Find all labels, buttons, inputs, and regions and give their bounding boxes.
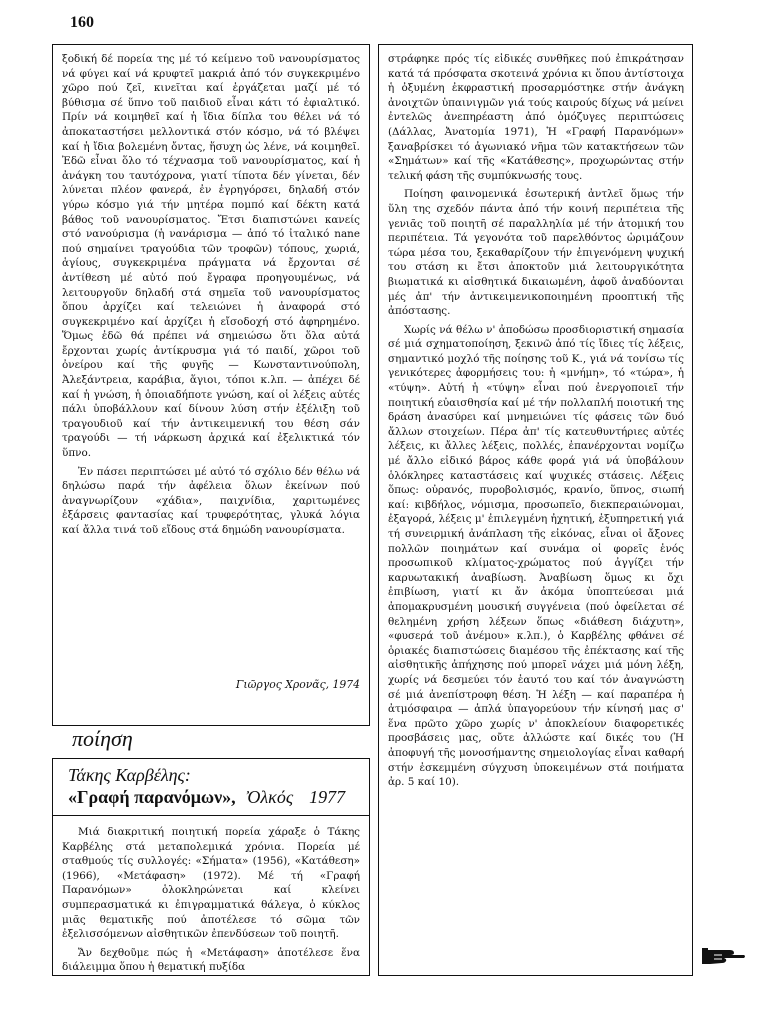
review-text <box>62 825 360 975</box>
right-paragraph-2: Ποίηση φαινομενικά ἐσωτερική ἀντλεῖ ὅμως τήν ὕλη της σχεδόν πάντα ἀπό τήν κοινή περιπέτεια τῆς γενιᾶς τοῦ ποιητῆ σέ παραλληλία μέ τήν ἀτομική του περιπέτεια. Τά γεγονότα τοῦ παρελθόντος ὡριμάζουν τώρα μέσα του, ξεκαθαρίζουν τήν ἐπιγενόμενη ψυχική του στάση κι ἔτσι ἀποκτοῦν μιά λειτουργικότητα βιωματικά κι αἰσθητικά δικαιωμένη, ἀφοῦ ἀναδύονται μές ἀπ' τήν ἀντικειμενικοποιημένη προοπτική τῆς ἀπόστασης. <box>388 188 684 318</box>
page-number: 160 <box>70 14 94 31</box>
review-year: 1977 <box>309 787 346 807</box>
review-title-line <box>68 786 358 808</box>
right-paragraph-1: στράφηκε πρός τίς εἰδικές συνθῆκες πού ἐπικράτησαν κατά τά πρόσφατα σκοτεινά χρόνια κι ὅπου ἀντίστοιχα ἡ ὀξυμένη ἐκφραστική προσαρμόστηκε στήν ἀνάγκη ἀνοιχτῶν ὑπαινιγμῶν γιά τούς καιρούς δίχως νά μείνει ἐντελῶς ἀνεπηρέαστη ἀπό ὁμόζυγες περιπτώσεις (Δάλλας, Ἀνατομία 1971), Ἡ «Γραφή Παρανόμων» ξαναβρίσκει τό ἀγωνιακό νῆμα τῶν κατακτήσεων τῶν «Σημάτων» καί τῆς «Κατάθεσης», προχωρώντας στήν τελική φάση τῆς συμπύκνωσής τους. <box>388 53 684 182</box>
essay-paragraph-1: ξοδική δέ πορεία της μέ τό κείμενο τοῦ νανουρίσματος νά φύγει καί νά κρυφτεῖ μακριά ἀπό τόν συγκεκριμένο χῶρο πού ζεῖ, κινεῖται καί ἐργάζεται μαζί μέ τό βύθισμα σέ ὕπνο τοῦ παιδιοῦ εἶναι κάτι τό ἐφιαλτικό. Πρίν νά κοιμηθεῖ καί ἡ ἴδια δίπλα του θέλει νά τό ἀποκαταστήσει μελλοντικά στόν κόσμο, νά τό βλέψει καί ἡ ἴδια βολεμένη ὄντας, ἥσυχη ὡς λένε, νά κοιμηθεῖ. Ἐδῶ εἶναι ὅλο τό τέχνασμα τοῦ νανουρίσματος, καί ἡ ἀνάγκη του ταυτόχρονα, γιατί τίποτα δέν γίνεται, δέν λύνεται πλέον φανερά, ἐν ἐγρηγόρσει, δηλαδή στόν γύρω κόσμο γιά τήν μητέρα πομπό καί δέκτη κατά βάθος τοῦ νανουρίσματος. Ἔτσι διαπιστώνει κανείς στό νανούρισμα (ἡ νανάρισμα — ἀπό τό ἰταλικό nane πού σημαίνει τραγούδια τῶν τροφῶν) τόπους, χωριά, ἁγίους, συγκεκριμένα πράγματα νά ἔρχονται σέ ἀντίθεση μέ αὐτό πού ἔγραφα προηγουμένως, νά λειτουργοῦν δηλαδή στά σημεῖα τοῦ νανουρίσματος ὅπου ἀρχίζει καί τελειώνει ἡ ἀναφορά στό συγκεκριμένο καί ἀρχίζει ἡ εἴσοδοχή στό ἀφηρημένο. Ὅμως ἐδῶ θά πρέπει νά σημειώσω ὅτι ὅλα αὐτά ἔρχονται χωρίς ἀντίκρυσμα γιά τό παιδί, χῶροι τοῦ ὀνείρου καί τῆς φυγῆς — Κωνσταντινούπολη, Ἀλεξάντρεια, καράβια, ἅγιοι, τόποι κ.λπ. — ἀπέχει δέ καί ἡ γνώση, ἡ ὁποιαδήποτε γνώση, καί οἱ λέξεις αὐτές πάλι ὑποβάλλουν καί δίνουν λύση στήν ἐξέλιξη τοῦ τραγουδιοῦ καί τήν ἀντικειμενική του θέση σάν τραγούδι — τή νάρκωση ἀρχικά καί ἐξελικτικά τόν ὕπνο. <box>62 53 360 460</box>
essay-text <box>62 52 360 662</box>
review-continuation-text <box>388 52 684 970</box>
review-author: Τάκης Καρβέλης: <box>68 765 191 785</box>
right-paragraph-3: Χωρίς νά θέλω ν' ἀποδώσω προσδιοριστική σημασία σέ μιά σχηματοποίηση, ξεκινῶ ἀπό τίς ἴδιες τίς λέξεις, σημαντικό μοχλό τῆς ποίησης τοῦ Κ., γιά νά τονίσω τίς γενικότερες ἀφορμήσεις του: ἡ «μνήμη», τό «τώρα», ἡ «τύψη». Αὐτή ἡ «τύψη» εἶναι πού ἐνεργοποιεῖ τήν ποιητική εὐαισθησία καί μέ τήν πολλαπλή ποιοτική της δράση ἀνασύρει καί μνημειώνει τίς φάσεις τῶν δυό ἄλλων στοιχείων. Πέρα ἀπ' τίς κατευθυντήριες αὐτές λέξεις, κι ἄλλες λέξεις, πολλές, ἐπανέρχονται νομίζω μέ ἄλλο εἰδικό βάρος κάθε φορά γιά νά ὑποβάλουν ὁλόκληρες καταστάσεις καί ψυχικές στάσεις. Λέξεις ὅπως: οὐρανός, πυροβολισμός, κρανίο, ὕπνος, σιωπή καί: κιβδήλος, νόμισμα, προσωπεῖο, διεκπεραιώνομαι, ἐξαγορά, λέξεις μ' ἐπιλεγμένη ἠχητική, ἐξυπηρετική γιά τή συνειρμική ἀνάπλαση τῆς εἰκόνας, εἶναι οἱ ἄξονες πολλῶν ποιημάτων καί συνάμα οἱ φορεῖς ἑνός προσωπικοῦ κλίματος-χρώματος πού ἀγγίζει τήν καρυωτακική ἀναβίωση. Ἀναβίωση ὅμως κι ὄχι ἐπιβίωση, γιατί κι ἄν ἀκόμα ὑποπτεύεσαι μιά ἀπομακρυσμένη μουσική συγγένεια (πού ὀφείλεται σέ θελημένη χρήση λέξεων ὅπως «διάθεση διάχυτη», «φυσερά τοῦ ἀνέμου» κ.λπ.), ὁ Καρβέλης φθάνει σέ ὁριακές διαπιστώσεις διαμέσου τῆς ἐπέκτασης καί τῆς αἰσθητικῆς ἀπήχησης πού μπορεῖ νάχει μιά μόνη λέξη, χωρίς νά δεσμεύει τόν ἑαυτό του καί τόν ἀναγνώστη σέ μιά ἀνεπίστροφη θέση. Ἡ λέξη — καί παραπέρα ἡ ἀτμόσφαιρα — ἁπλά ὑπαγορεύουν τήν κίνησή μας σ' ἕνα πρῶτο χῶρο χωρίς ν' ἀποκλείουν διαφορετικές προσβάσεις μας, οὔτε ἀλλώστε καί δικές του (Ἡ ἀποφυγή τῆς μονοσήμαντης σημειολογίας εἶναι καθαρή στήν ἐσκεμμένη σύγχυση ὑποκειμένων στά ποιήματα ἀρ. 5 καί 10). <box>388 323 684 789</box>
review-publisher: Ὀλκός <box>245 787 294 807</box>
pointing-hand-icon <box>700 942 746 968</box>
section-heading: ποίηση <box>72 726 133 751</box>
review-title: «Γραφή παρανόμων», <box>68 787 236 807</box>
review-paragraph-2: Ἄν δεχθοῦμε πώς ἡ «Μετάφαση» ἀποτέλεσε ἕνα διάλειμμα ὅπου ἡ θεματική πυξίδα <box>62 946 360 974</box>
essay-signature: Γιῶργος Χρονᾶς, 1974 <box>235 678 360 691</box>
essay-paragraph-2: Ἐν πάσει περιπτώσει μέ αὐτό τό σχόλιο δέν θέλω νά δηλώσω παρά τήν ἀφέλεια ὅλων ἐκείνων πού ἀναγνωρίζουν «χάδια», παιχνίδια, χαριτωμένες ἐξάρσεις φαντασίας καί τρυφερότητας, γλυκά λόγια καί ἄλλα τινά τοῦ εἴδους στά δημώδη νανουρίσματα. <box>62 465 360 536</box>
review-paragraph-1: Μιά διακριτική ποιητική πορεία χάραξε ὁ Τάκης Καρβέλης στά μεταπολεμικά χρόνια. Πορεία μέ σταθμούς τίς συλλογές: «Σήματα» (1956), «Κατάθεση» (1966), «Μετάφαση» (1972). Μέ τή «Γραφή Παρανόμων» ὁλοκληρώνεται καί κλείνει συμπερασματικά κι ἐπιγραμματικά θάλεγα, ὁ κύκλος μιᾶς θεματικῆς πού ἀποτέλεσε τό σῶμα τῶν ἐξελισσόμενων αἰσθητικῶν ἐπενδύσεων τοῦ ποιητῆ. <box>62 826 360 941</box>
review-header <box>52 758 370 816</box>
